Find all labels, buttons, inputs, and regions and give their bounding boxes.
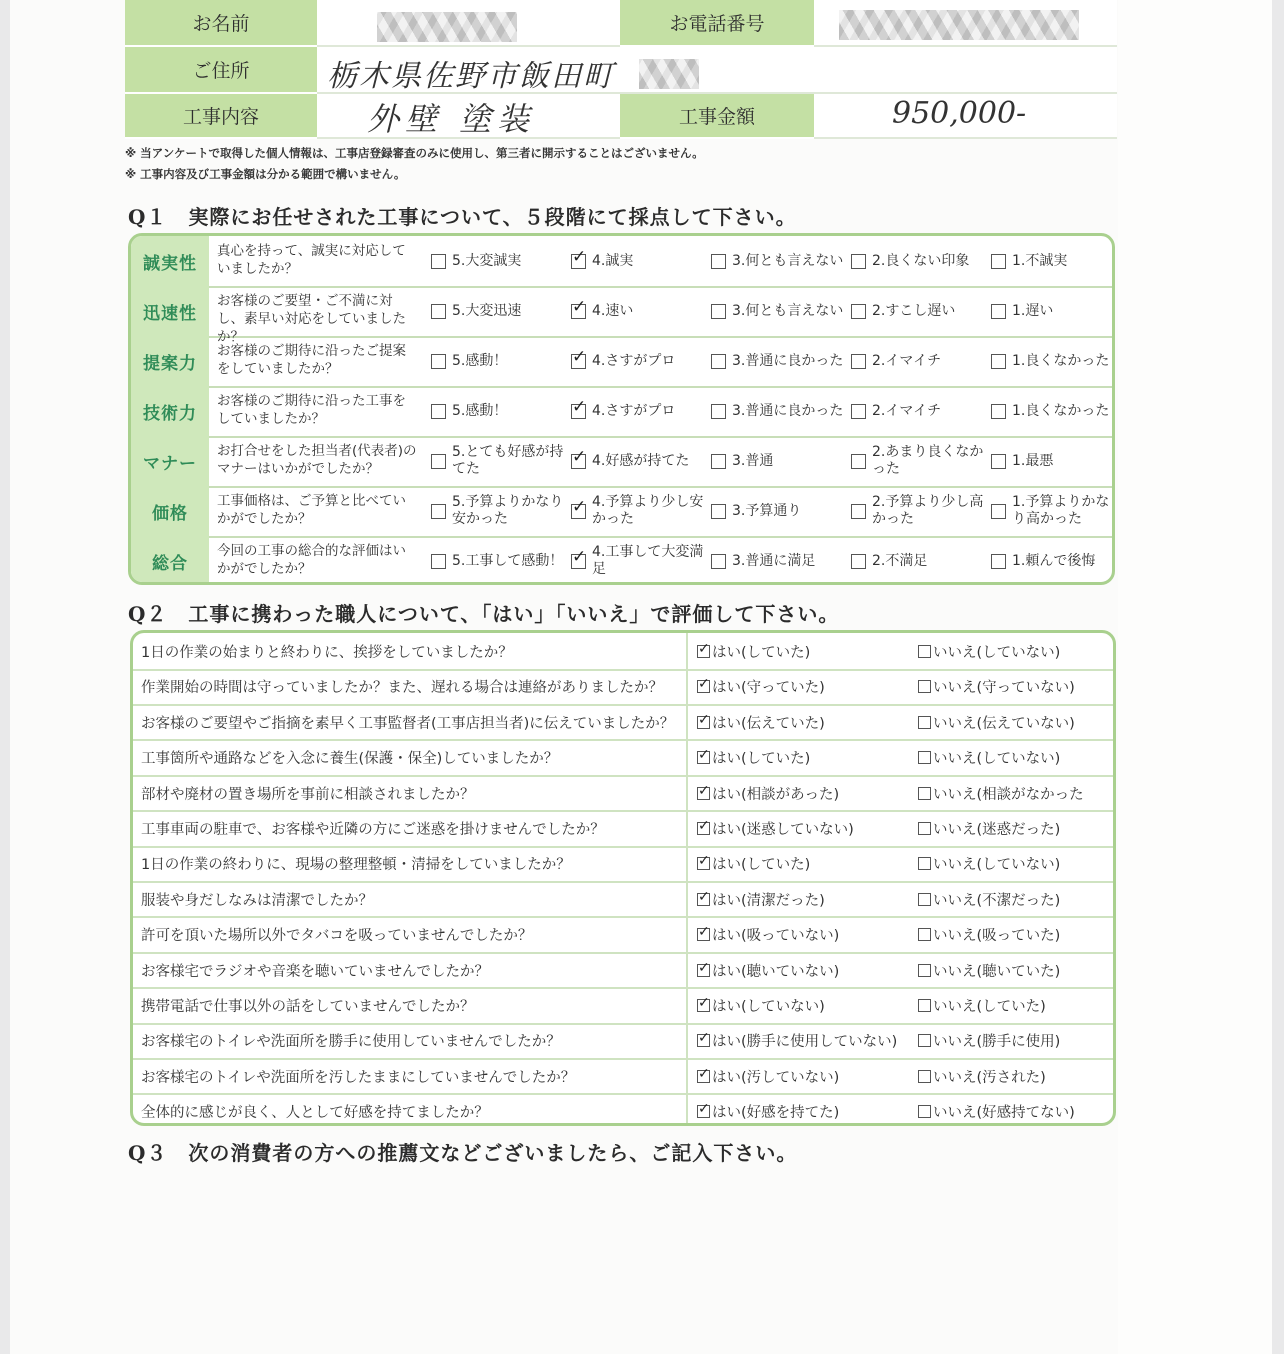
q2-yes-label: はい(勝手に使用していない)	[712, 1034, 898, 1051]
q2-divider	[686, 1058, 688, 1094]
checkbox[interactable]	[851, 404, 866, 419]
checkbox[interactable]	[918, 716, 931, 729]
q2-question: 1日の作業の終わりに、現場の整理整頓・清掃をしていましたか？	[141, 857, 571, 874]
q1-category: 総合	[131, 536, 209, 585]
q1-option-label: 4.速い	[592, 302, 634, 319]
checked-checkbox[interactable]	[571, 354, 586, 369]
checkbox[interactable]	[918, 1034, 931, 1047]
q1-category: 提案力	[131, 336, 209, 386]
q2-question: 1日の作業の始まりと終わりに、挨拶をしていましたか？	[141, 645, 513, 661]
q1-option[interactable]	[571, 386, 707, 436]
q1-option[interactable]	[431, 236, 567, 286]
checkbox[interactable]	[918, 751, 931, 764]
q1-option[interactable]	[431, 386, 567, 436]
q1-question: 真心を持って、誠実に対応していましたか？	[217, 243, 406, 277]
q1-option[interactable]	[431, 286, 567, 336]
q1-row	[131, 236, 1112, 288]
q1-option-label: 2.すこし遅い	[872, 302, 956, 319]
checkbox[interactable]	[711, 404, 726, 419]
q2-divider	[686, 1022, 688, 1058]
q2-question: 全体的に感じが良く、人として好感を持てましたか？	[141, 1105, 489, 1122]
q2-yes-label: はい(していた)	[712, 645, 811, 661]
q2-no-label: いいえ(聴いていた)	[933, 963, 1061, 980]
q2-question: 携帯電話で仕事以外の話をしていませんでしたか？	[141, 999, 475, 1015]
checkbox[interactable]	[711, 304, 726, 319]
q1-option-label: 4.さすがプロ	[592, 402, 676, 419]
q1-row	[131, 536, 1112, 585]
checkbox[interactable]	[851, 304, 866, 319]
q1-option[interactable]	[711, 436, 847, 486]
checkbox[interactable]	[851, 454, 866, 469]
q1-option-label: 1.頼んで後悔	[1012, 552, 1096, 569]
q2-no-option[interactable]	[918, 1101, 1075, 1122]
q2-question: お客様宅のトイレや洗面所を勝手に使用していませんでしたか？	[141, 1034, 561, 1051]
q2-no-option[interactable]	[918, 1066, 1046, 1087]
q1-option[interactable]	[991, 336, 1111, 386]
amount-label: 工事金額	[620, 94, 814, 139]
amount-note: ※ 工事内容及び工事金額は分かる範囲で構いません。	[125, 167, 406, 181]
q1-option-label: 1.良くなかった	[1012, 402, 1110, 419]
q1-option-label: 5.大変迅速	[452, 302, 522, 319]
q2-yes-label: はい(吸っていない)	[712, 928, 840, 945]
q1-option-label: 4.好感が持てた	[592, 452, 690, 469]
q2-divider	[686, 775, 688, 811]
q1-option-label: 1.良くなかった	[1012, 352, 1110, 369]
q2-yes-option[interactable]	[697, 1030, 897, 1051]
q2-yes-option[interactable]	[697, 889, 825, 910]
q1-category: 価格	[131, 486, 209, 536]
checkbox[interactable]	[851, 354, 866, 369]
q1-option[interactable]	[571, 486, 707, 536]
q1-option-label: 2.イマイチ	[872, 402, 942, 419]
q2-yes-option[interactable]	[697, 783, 839, 804]
q2-no-label: いいえ(相談がなかった	[933, 786, 1084, 803]
q1-option[interactable]	[571, 236, 707, 286]
q2-divider	[686, 739, 688, 775]
q3-free-text-area[interactable]	[128, 1175, 1116, 1345]
q2-no-label: いいえ(伝えていない)	[933, 715, 1075, 732]
q2-no-option[interactable]	[918, 783, 1084, 804]
checkbox[interactable]	[918, 680, 931, 693]
checked-checkbox[interactable]	[697, 857, 710, 870]
checked-checkbox[interactable]	[571, 304, 586, 319]
q1-category: 技術力	[131, 386, 209, 436]
work-label: 工事内容	[125, 94, 317, 139]
q1-option-label: 2.不満足	[872, 552, 928, 569]
q1-option[interactable]	[851, 386, 987, 436]
q2-no-option[interactable]	[918, 1030, 1060, 1051]
checkbox[interactable]	[851, 504, 866, 519]
q2-row	[133, 1058, 1113, 1096]
q2-yes-option[interactable]	[697, 676, 825, 697]
q1-row	[131, 286, 1112, 345]
q1-option-label: 4.予算より少し安かった	[592, 494, 704, 527]
checked-checkbox[interactable]	[697, 751, 710, 764]
q1-option-label: 1.最悪	[1012, 452, 1054, 469]
q1-option[interactable]	[571, 536, 707, 585]
q1-option[interactable]	[431, 536, 567, 585]
name-label: お名前	[125, 0, 317, 47]
q2-row	[133, 810, 1113, 848]
q2-no-label: いいえ(していない)	[933, 857, 1061, 874]
q2-yes-option[interactable]	[697, 747, 810, 768]
checkbox[interactable]	[711, 504, 726, 519]
q2-yes-label: はい(好感を持てた)	[712, 1105, 840, 1122]
q2-question: お客様のご要望やご指摘を素早く工事監督者(工事店担当者)に伝えていましたか？	[141, 715, 675, 732]
checkbox[interactable]	[711, 454, 726, 469]
q1-option[interactable]	[711, 336, 847, 386]
checkbox[interactable]	[991, 404, 1006, 419]
checkbox[interactable]	[991, 254, 1006, 269]
q1-option-label: 4.さすがプロ	[592, 352, 676, 369]
q2-yes-label: はい(していた)	[712, 857, 811, 874]
q2-yes-label: はい(相談があった)	[712, 786, 840, 803]
q1-title: Q１ 実際にお任せされた工事について、５段階にて採点して下さい。	[128, 205, 797, 229]
q1-option[interactable]	[431, 336, 567, 386]
q1-option[interactable]	[431, 486, 567, 536]
checkbox[interactable]	[918, 928, 931, 941]
q2-yes-label: はい(迷惑していない)	[712, 822, 854, 838]
checkbox[interactable]	[431, 404, 446, 419]
q2-no-label: いいえ(していた)	[933, 999, 1046, 1015]
q1-option[interactable]	[991, 286, 1111, 336]
q1-option[interactable]	[991, 486, 1111, 536]
q1-option-label: 3.何とも言えない	[732, 252, 844, 269]
q2-divider	[686, 1093, 688, 1126]
checkbox[interactable]	[991, 554, 1006, 569]
q2-yes-option[interactable]	[697, 712, 825, 733]
q2-row	[133, 775, 1113, 813]
q1-question: お客様のご要望・ご不満に対し、素早い対応をしていましたか？	[217, 293, 406, 345]
checked-checkbox[interactable]	[697, 1034, 710, 1047]
q2-row	[133, 1022, 1113, 1060]
q2-question: お客様宅のトイレや洗面所を汚したままにしていませんでしたか？	[141, 1069, 576, 1086]
q1-option[interactable]	[571, 336, 707, 386]
checkbox[interactable]	[711, 554, 726, 569]
q2-yes-option[interactable]	[697, 853, 810, 874]
q2-row	[133, 1093, 1113, 1126]
q1-option-label: 3.何とも言えない	[732, 302, 844, 319]
q3-title: Q３ 次の消費者の方への推薦文などございましたら、ご記入下さい。	[128, 1141, 798, 1165]
q2-divider	[686, 987, 688, 1023]
q2-yes-label: はい(清潔だった)	[712, 892, 825, 909]
q1-row	[131, 486, 1112, 538]
checked-checkbox[interactable]	[697, 999, 710, 1012]
checkbox[interactable]	[991, 454, 1006, 469]
q1-option-label: 3.予算通り	[732, 502, 802, 519]
q1-option-label: 3.普通に良かった	[732, 352, 844, 369]
checkbox[interactable]	[991, 304, 1006, 319]
q2-no-label: いいえ(汚された)	[933, 1069, 1046, 1086]
checked-checkbox[interactable]	[697, 928, 710, 941]
q2-yes-option[interactable]	[697, 960, 839, 981]
q2-row	[133, 633, 1113, 671]
checkbox[interactable]	[918, 1070, 931, 1083]
q1-option[interactable]	[991, 436, 1111, 486]
checkbox[interactable]	[431, 254, 446, 269]
q1-row	[131, 336, 1112, 388]
checked-checkbox[interactable]	[697, 964, 710, 977]
q1-option-label: 3.普通に良かった	[732, 402, 844, 419]
q2-divider	[686, 633, 688, 669]
checkbox[interactable]	[918, 822, 931, 835]
checkbox[interactable]	[918, 999, 931, 1012]
redacted-address	[639, 59, 699, 89]
checkbox[interactable]	[431, 304, 446, 319]
q2-row	[133, 668, 1113, 706]
q1-question: 工事価格は、ご予算と比べていかがでしたか？	[217, 493, 406, 527]
q2-row	[133, 881, 1113, 919]
checkbox[interactable]	[851, 254, 866, 269]
q1-option-label: 3.普通に満足	[732, 552, 816, 569]
q1-option[interactable]	[571, 286, 707, 336]
q1-option[interactable]	[991, 386, 1111, 436]
privacy-note: ※ 当アンケートで取得した個人情報は、工事店登録審査のみに使用し、第三者に開示することはございません。	[125, 146, 704, 160]
q1-option[interactable]	[991, 236, 1111, 286]
q2-divider	[686, 916, 688, 952]
q2-question: 作業開始の時間は守っていましたか？また、遅れる場合は連絡がありましたか？	[141, 680, 663, 697]
checked-checkbox[interactable]	[697, 893, 710, 906]
q1-option[interactable]	[991, 536, 1111, 585]
checkbox[interactable]	[991, 504, 1006, 519]
q2-no-label: いいえ(不潔だった)	[933, 892, 1061, 909]
q1-row	[131, 436, 1112, 488]
q2-no-option[interactable]	[918, 641, 1060, 662]
q2-row	[133, 845, 1113, 883]
q2-yes-option[interactable]	[697, 818, 854, 839]
q2-yes-option[interactable]	[697, 641, 810, 662]
checked-checkbox[interactable]	[571, 454, 586, 469]
q2-divider	[686, 810, 688, 846]
q1-option[interactable]	[711, 486, 847, 536]
q1-option-label: 1.遅い	[1012, 302, 1054, 319]
q2-no-option[interactable]	[918, 960, 1060, 981]
q2-row	[133, 739, 1113, 777]
redacted-phone	[839, 10, 1079, 40]
q1-question: お客様のご期待に沿った工事をしていましたか？	[217, 393, 406, 427]
amount-field	[814, 94, 1117, 139]
q1-question: お打合せをした担当者(代表者)のマナーはいかがでしたか？	[217, 443, 417, 477]
checkbox[interactable]	[991, 354, 1006, 369]
checkbox[interactable]	[431, 354, 446, 369]
q2-yes-option[interactable]	[697, 1066, 839, 1087]
q2-question: 工事車両の駐車で、お客様や近隣の方にご迷惑を掛けませんでしたか？	[141, 822, 605, 838]
checked-checkbox[interactable]	[571, 404, 586, 419]
q1-option[interactable]	[431, 436, 567, 486]
q2-question: 工事箇所や通路などを入念に養生(保護・保全)していましたか？	[141, 751, 559, 768]
q2-yes-option[interactable]	[697, 924, 839, 945]
checkbox[interactable]	[431, 454, 446, 469]
q1-category: マナー	[131, 436, 209, 486]
q2-question: 服装や身だしなみは清潔でしたか？	[141, 892, 373, 909]
q2-question: 許可を頂いた場所以外でタバコを吸っていませんでしたか？	[141, 928, 533, 945]
q2-no-option[interactable]	[918, 853, 1060, 874]
customer-info-table	[125, 0, 1117, 139]
q1-option-label: 4.誠実	[592, 252, 634, 269]
q2-no-option[interactable]	[918, 676, 1075, 697]
checkbox[interactable]	[711, 254, 726, 269]
q1-option[interactable]	[851, 286, 987, 336]
q1-question: 今回の工事の総合的な評価はいかがでしたか？	[217, 543, 406, 577]
q1-category: 誠実性	[131, 236, 209, 286]
checkbox[interactable]	[918, 857, 931, 870]
address-field	[317, 47, 1117, 94]
q1-option-label: 1.不誠実	[1012, 252, 1068, 269]
q1-option-label: 5.感動！	[452, 402, 508, 419]
q2-yes-label: はい(伝えていた)	[712, 715, 825, 732]
q1-option[interactable]	[851, 536, 987, 585]
q1-option-label: 2.予算より少し高かった	[872, 494, 984, 527]
address-value: 栃木県佐野市飯田町	[327, 59, 615, 94]
q1-option[interactable]	[711, 236, 847, 286]
q1-option[interactable]	[711, 386, 847, 436]
q2-no-label: いいえ(吸っていた)	[933, 928, 1061, 945]
q2-divider	[686, 668, 688, 704]
q2-yes-label: はい(汚していない)	[712, 1069, 840, 1086]
q1-option-label: 2.あまり良くなかった	[872, 444, 984, 477]
q1-option-label: 4.工事して大変満足	[592, 544, 704, 577]
q2-yes-label: はい(していない)	[712, 999, 825, 1015]
q2-no-label: いいえ(守っていない)	[933, 680, 1075, 697]
q2-divider	[686, 952, 688, 988]
checkbox[interactable]	[918, 645, 931, 658]
q1-option-label: 5.大変誠実	[452, 252, 522, 269]
checkbox[interactable]	[918, 893, 931, 906]
q2-no-option[interactable]	[918, 712, 1075, 733]
q2-row	[133, 704, 1113, 742]
q1-question: お客様のご期待に沿ったご提案をしていましたか？	[217, 343, 406, 377]
checkbox[interactable]	[431, 504, 446, 519]
q2-no-label: いいえ(していない)	[933, 645, 1061, 661]
q1-option-label: 1.予算よりかなり高かった	[1012, 494, 1110, 527]
checkbox[interactable]	[851, 554, 866, 569]
q2-question: 部材や廃材の置き場所を事前に相談されましたか？	[141, 786, 475, 803]
checked-checkbox[interactable]	[571, 554, 586, 569]
q1-option[interactable]	[851, 486, 987, 536]
checked-checkbox[interactable]	[697, 1070, 710, 1083]
q1-option-label: 5.予算よりかなり安かった	[452, 494, 564, 527]
checkbox[interactable]	[918, 964, 931, 977]
q2-divider	[686, 845, 688, 881]
checked-checkbox[interactable]	[697, 787, 710, 800]
q2-no-option[interactable]	[918, 924, 1060, 945]
q1-option-label: 2.良くない印象	[872, 252, 970, 269]
q1-option[interactable]	[851, 336, 987, 386]
q1-row	[131, 386, 1112, 438]
checked-checkbox[interactable]	[571, 254, 586, 269]
q2-row	[133, 952, 1113, 990]
q2-question: お客様宅でラジオや音楽を聴いていませんでしたか？	[141, 963, 489, 980]
q1-option-label: 2.イマイチ	[872, 352, 942, 369]
phone-value	[814, 0, 1117, 47]
q2-title: Q２ 工事に携わった職人について、「はい」「いいえ」で評価して下さい。	[128, 602, 840, 626]
q1-option-label: 5.工事して感動！	[452, 552, 564, 569]
q2-yes-option[interactable]	[697, 1101, 839, 1122]
q2-row	[133, 987, 1113, 1025]
address-label: ご住所	[125, 47, 317, 94]
q2-yes-option[interactable]	[697, 995, 825, 1016]
checkbox[interactable]	[711, 354, 726, 369]
q1-option[interactable]	[851, 236, 987, 286]
right-margin	[1118, 0, 1272, 1354]
redacted-name	[377, 12, 517, 42]
q1-option-label: 3.普通	[732, 452, 774, 469]
checked-checkbox[interactable]	[697, 680, 710, 693]
checked-checkbox[interactable]	[697, 716, 710, 729]
q2-no-label: いいえ(好感持てない)	[933, 1105, 1075, 1122]
q2-no-option[interactable]	[918, 747, 1060, 768]
q1-option[interactable]	[851, 436, 987, 486]
q2-yes-label: はい(していた)	[712, 751, 811, 768]
checked-checkbox[interactable]	[697, 1105, 710, 1118]
q2-no-option[interactable]	[918, 889, 1060, 910]
checkbox[interactable]	[918, 787, 931, 800]
phone-label: お電話番号	[620, 0, 814, 47]
q2-yes-no-table	[130, 630, 1116, 1126]
q1-option[interactable]	[571, 436, 707, 486]
work-field	[317, 94, 620, 139]
checkbox[interactable]	[918, 1105, 931, 1118]
q1-option[interactable]	[711, 536, 847, 585]
checked-checkbox[interactable]	[697, 645, 710, 658]
checked-checkbox[interactable]	[571, 504, 586, 519]
q2-no-option[interactable]	[918, 818, 1060, 839]
q2-no-label: いいえ(していない)	[933, 751, 1061, 768]
checked-checkbox[interactable]	[697, 822, 710, 835]
work-value: 外壁 塗装	[367, 100, 536, 138]
q2-yes-label: はい(聴いていない)	[712, 963, 840, 980]
checkbox[interactable]	[431, 554, 446, 569]
q1-category: 迅速性	[131, 286, 209, 336]
q1-option-label: 5.感動！	[452, 352, 508, 369]
q2-divider	[686, 704, 688, 740]
q1-option-label: 5.とても好感が持てた	[452, 444, 564, 477]
q1-option[interactable]	[711, 286, 847, 336]
q1-rating-table	[128, 233, 1115, 585]
q2-no-label: いいえ(勝手に使用)	[933, 1034, 1061, 1051]
amount-value: 950,000-	[892, 96, 1027, 131]
q2-row	[133, 916, 1113, 954]
name-value	[317, 0, 620, 47]
q2-no-option[interactable]	[918, 995, 1046, 1016]
q2-divider	[686, 881, 688, 917]
q2-yes-label: はい(守っていた)	[712, 680, 825, 697]
q2-no-label: いいえ(迷惑だった)	[933, 822, 1061, 838]
